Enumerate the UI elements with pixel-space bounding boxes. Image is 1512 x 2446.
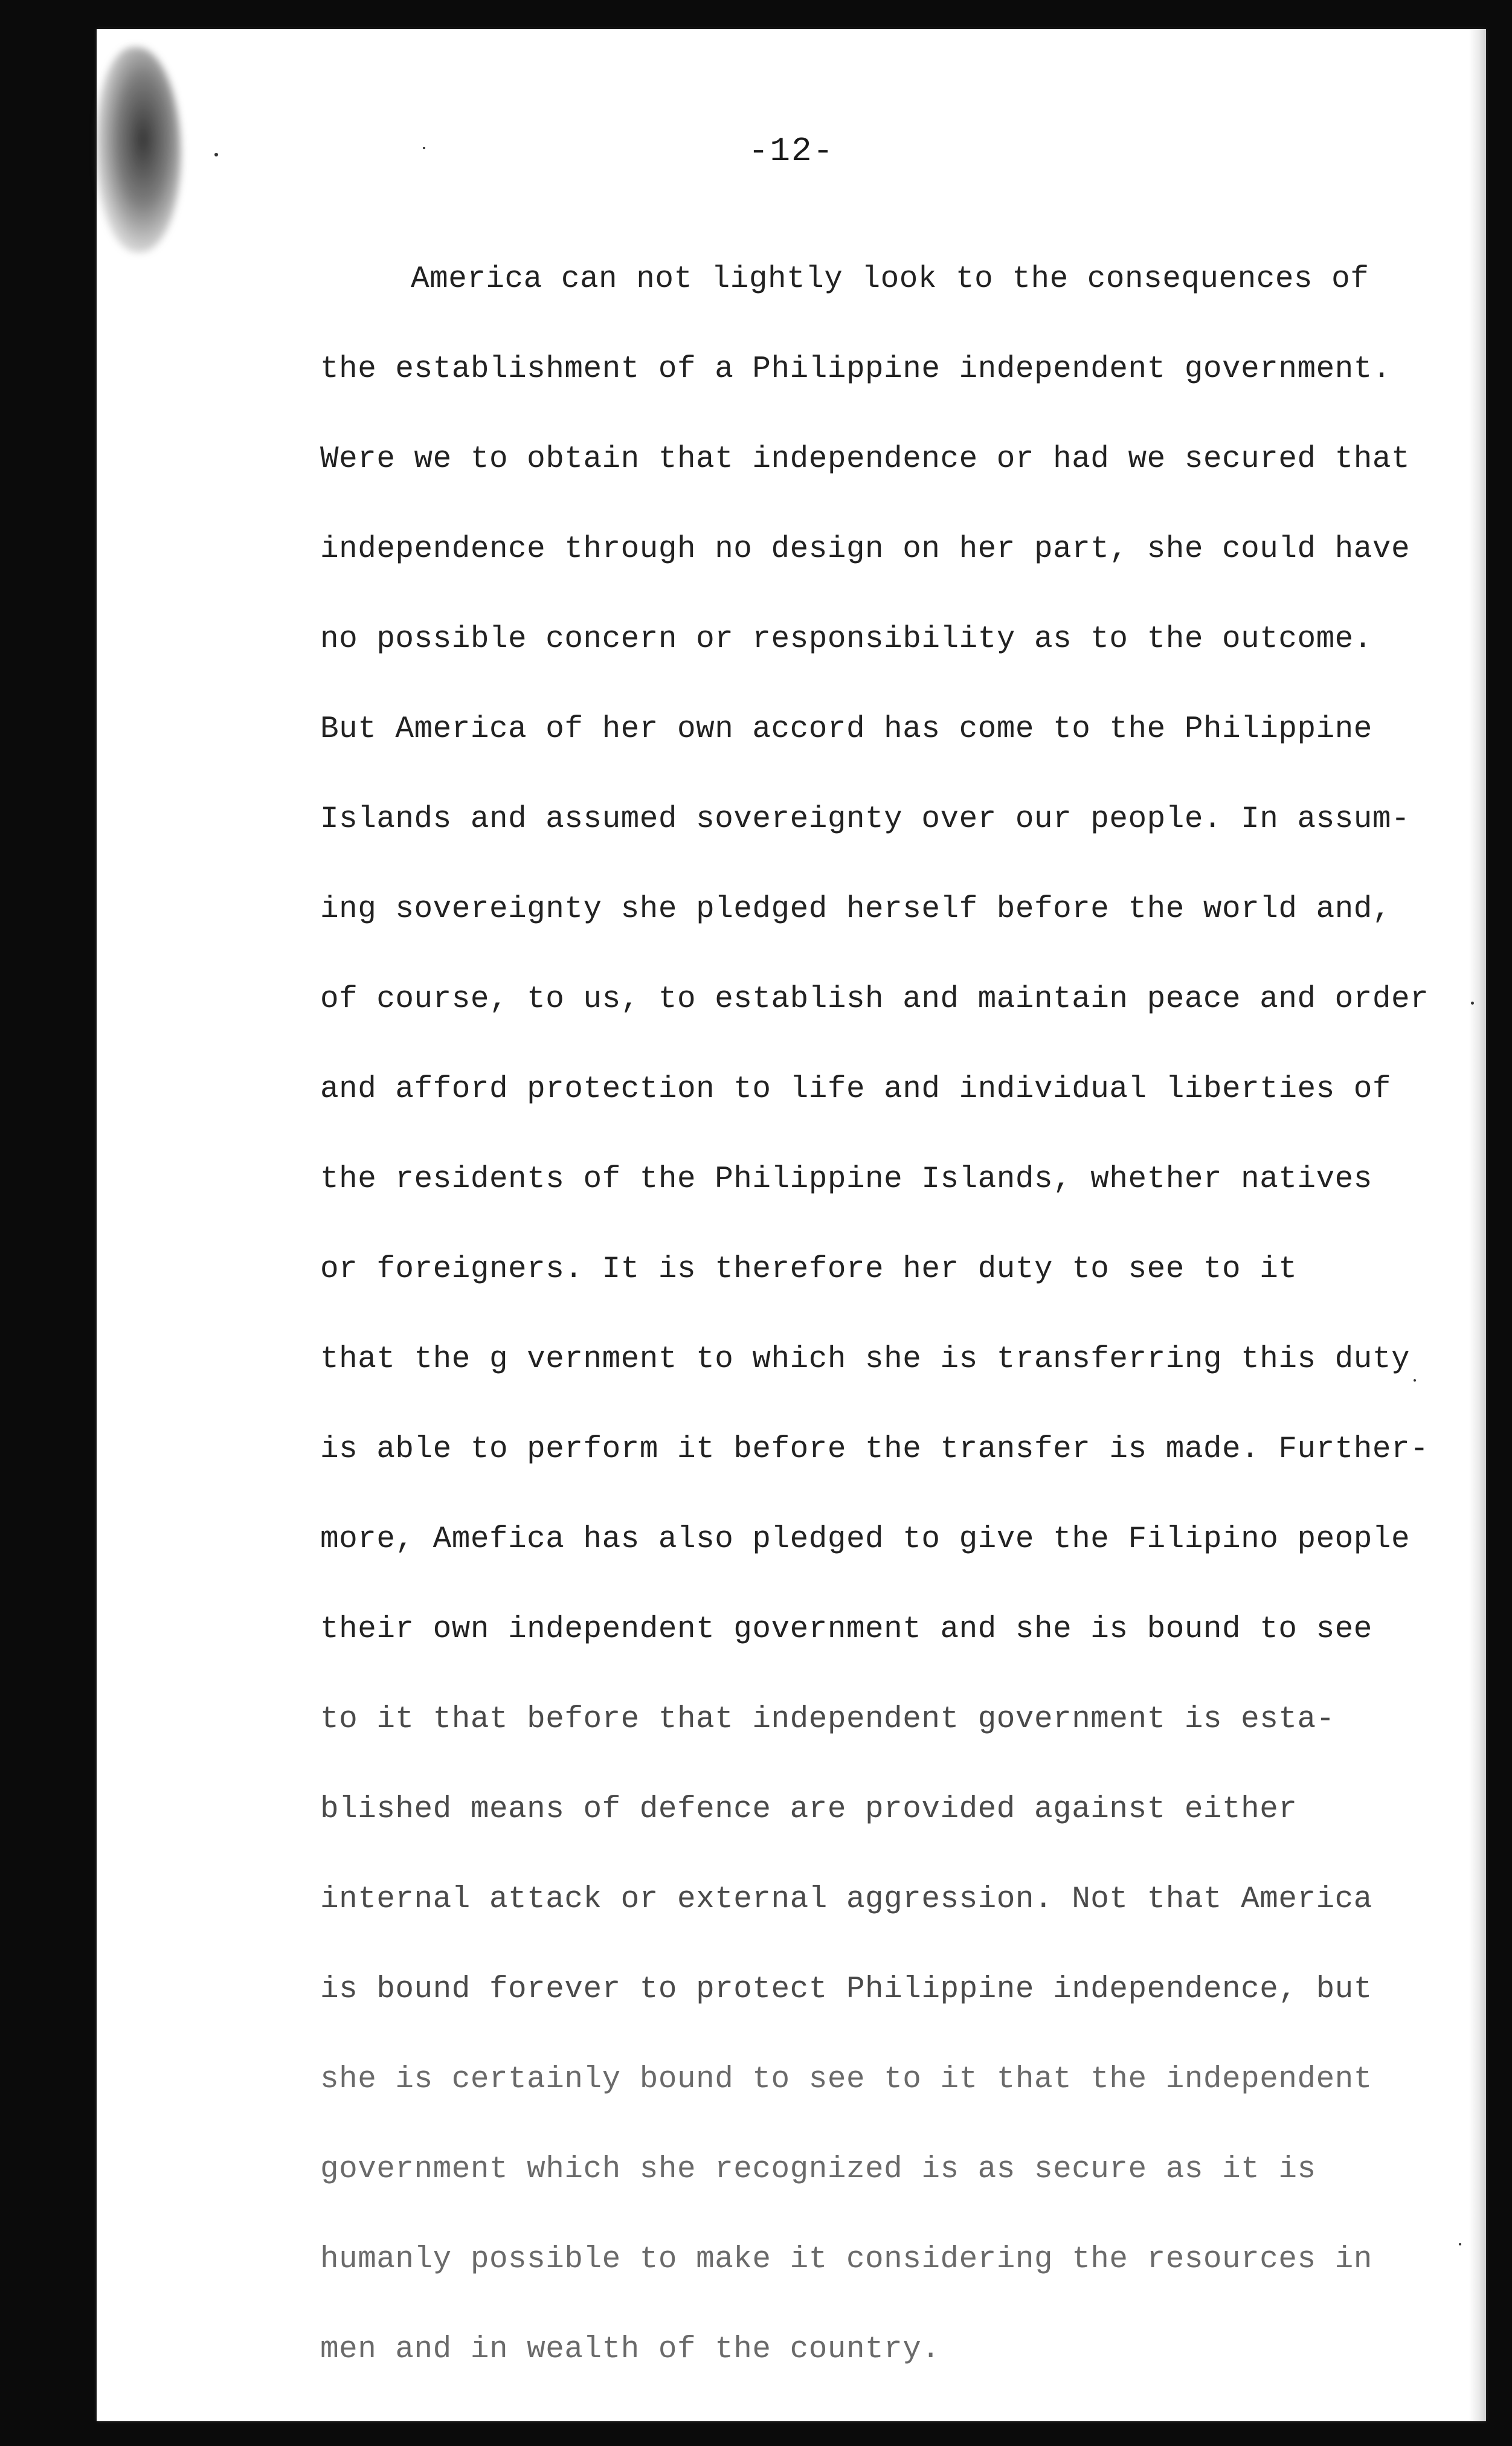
text-line: is bound forever to protect Philippine independence, but <box>320 1972 1372 2007</box>
text-line: But America of her own accord has come to the Philippine <box>320 712 1372 747</box>
text-line: no possible concern or responsibility as to the outcome. <box>320 622 1372 657</box>
text-line: humanly possible to make it considering the resources in <box>320 2242 1372 2277</box>
paper-edge <box>1469 29 1486 2421</box>
text-line: of course, to us, to establish and maintain peace and order <box>320 982 1429 1017</box>
text-line: the establishment of a Philippine independent government. <box>320 352 1391 387</box>
text-line: more, Amefica has also pledged to give the Filipino people <box>320 1522 1411 1557</box>
page-number: -12- <box>748 132 835 170</box>
text-line: ing sovereignty she pledged herself before the world and, <box>320 892 1391 927</box>
text-line: to it that before that independent government is esta- <box>320 1702 1335 1737</box>
text-line: blished means of defence are provided against either <box>320 1792 1298 1827</box>
typewritten-page <box>97 29 1486 2421</box>
text-line: is able to perform it before the transfer is made. Further- <box>320 1432 1429 1467</box>
text-line: independence through no design on her part, she could have <box>320 532 1411 567</box>
text-line: men and in wealth of the country. <box>320 2332 941 2367</box>
text-line: government which she recognized is as secure as it is <box>320 2152 1316 2187</box>
text-line: America can not lightly look to the consequences of <box>411 262 1369 297</box>
dust-speck <box>1459 2243 1461 2245</box>
text-line: internal attack or external aggression. Not that America <box>320 1882 1372 1917</box>
text-line: or foreigners. It is therefore her duty to see to it <box>320 1252 1298 1287</box>
text-line: their own independent government and she is bound to see <box>320 1612 1372 1647</box>
body-paragraph <box>320 234 1429 2395</box>
dust-speck <box>1414 1379 1416 1382</box>
dust-speck <box>1471 1002 1474 1005</box>
text-line: the residents of the Philippine Islands, whether natives <box>320 1162 1372 1197</box>
text-line: she is certainly bound to see to it that the independent <box>320 2062 1372 2097</box>
text-line: Were we to obtain that independence or had we secured that <box>320 442 1411 477</box>
text-line: Islands and assumed sovereignty over our people. In assum- <box>320 802 1411 837</box>
text-line: that the g vernment to which she is transferring this duty <box>320 1342 1411 1377</box>
text-line: and afford protection to life and individual liberties of <box>320 1072 1391 1107</box>
